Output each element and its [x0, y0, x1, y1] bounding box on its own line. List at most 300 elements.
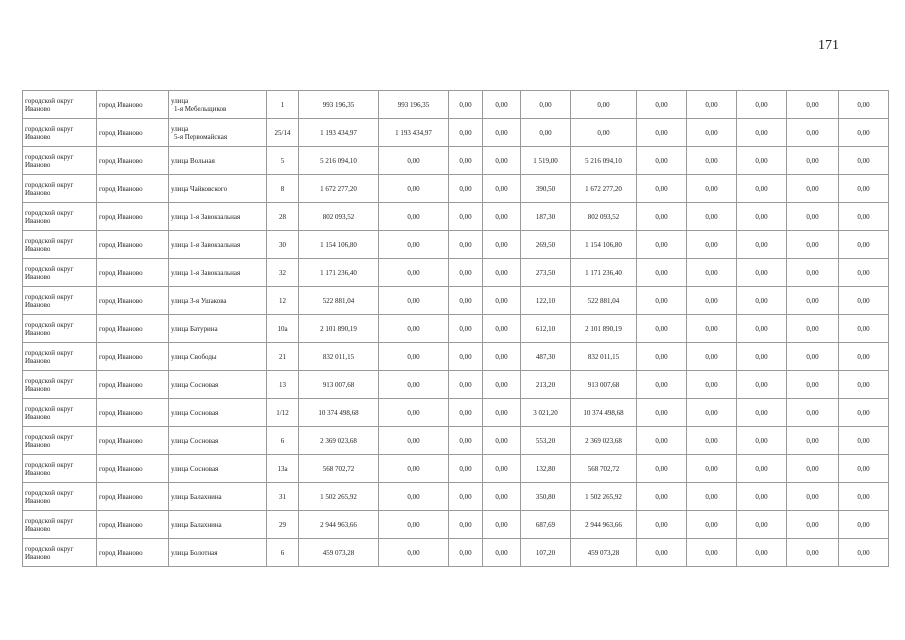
cell-city: город Иваново [97, 259, 169, 287]
cell-amount-3: 0,00 [449, 539, 483, 567]
district-line: городской округ [25, 376, 74, 385]
cell-amount-5: 0,00 [521, 91, 571, 119]
cell-street [169, 91, 267, 119]
street-line: улица Балахнина [171, 520, 222, 529]
cell-district [23, 119, 97, 147]
cell-amount-6: 1 502 265,92 [571, 483, 637, 511]
cell-house-number: 1/12 [267, 399, 299, 427]
cell-amount-6: 0,00 [571, 119, 637, 147]
street-line: улица [171, 124, 189, 133]
cell-amount-10: 0,00 [787, 427, 839, 455]
street-line: улица Болотная [171, 548, 218, 557]
cell-amount-2: 993 196,35 [379, 91, 449, 119]
cell-amount-6: 832 011,15 [571, 343, 637, 371]
cell-amount-6: 10 374 498,68 [571, 399, 637, 427]
cell-district [23, 175, 97, 203]
district-line: Иваново [25, 440, 51, 449]
cell-amount-3: 0,00 [449, 511, 483, 539]
cell-house-number: 10а [267, 315, 299, 343]
table-row [23, 315, 889, 343]
cell-amount-11: 0,00 [839, 343, 889, 371]
cell-amount-7: 0,00 [637, 539, 687, 567]
cell-amount-2: 0,00 [379, 399, 449, 427]
cell-district [23, 231, 97, 259]
cell-street [169, 287, 267, 315]
cell-amount-6: 568 702,72 [571, 455, 637, 483]
district-line: Иваново [25, 244, 51, 253]
cell-amount-2: 0,00 [379, 343, 449, 371]
cell-amount-5: 132,80 [521, 455, 571, 483]
cell-amount-7: 0,00 [637, 427, 687, 455]
cell-city: город Иваново [97, 371, 169, 399]
cell-amount-11: 0,00 [839, 399, 889, 427]
cell-amount-9: 0,00 [737, 343, 787, 371]
cell-amount-5: 269,50 [521, 231, 571, 259]
cell-amount-6: 913 007,68 [571, 371, 637, 399]
cell-district [23, 203, 97, 231]
cell-amount-4: 0,00 [483, 511, 521, 539]
cell-amount-10: 0,00 [787, 231, 839, 259]
cell-amount-9: 0,00 [737, 539, 787, 567]
cell-amount-11: 0,00 [839, 119, 889, 147]
cell-amount-10: 0,00 [787, 119, 839, 147]
cell-amount-9: 0,00 [737, 91, 787, 119]
cell-city: город Иваново [97, 91, 169, 119]
cell-street [169, 315, 267, 343]
cell-amount-7: 0,00 [637, 203, 687, 231]
cell-amount-1: 568 702,72 [299, 455, 379, 483]
district-line: городской округ [25, 124, 74, 133]
cell-amount-11: 0,00 [839, 539, 889, 567]
cell-amount-7: 0,00 [637, 287, 687, 315]
cell-amount-1: 913 007,68 [299, 371, 379, 399]
street-line: улица Вольная [171, 156, 215, 165]
cell-amount-7: 0,00 [637, 483, 687, 511]
table-row [23, 91, 889, 119]
table-row [23, 483, 889, 511]
cell-house-number: 6 [267, 539, 299, 567]
cell-amount-11: 0,00 [839, 427, 889, 455]
cell-amount-4: 0,00 [483, 287, 521, 315]
cell-amount-10: 0,00 [787, 175, 839, 203]
cell-district [23, 259, 97, 287]
table-row [23, 147, 889, 175]
cell-amount-2: 0,00 [379, 287, 449, 315]
cell-amount-1: 10 374 498,68 [299, 399, 379, 427]
cell-amount-2: 0,00 [379, 259, 449, 287]
cell-amount-2: 0,00 [379, 371, 449, 399]
cell-amount-10: 0,00 [787, 259, 839, 287]
cell-amount-5: 187,30 [521, 203, 571, 231]
cell-street [169, 259, 267, 287]
district-line: городской округ [25, 488, 74, 497]
cell-amount-6: 522 881,04 [571, 287, 637, 315]
cell-amount-5: 1 519,00 [521, 147, 571, 175]
page-number: 171 [818, 38, 839, 53]
district-line: Иваново [25, 328, 51, 337]
cell-city: город Иваново [97, 119, 169, 147]
cell-district [23, 455, 97, 483]
cell-amount-2: 0,00 [379, 539, 449, 567]
cell-city: город Иваново [97, 315, 169, 343]
cell-street [169, 539, 267, 567]
cell-amount-8: 0,00 [687, 231, 737, 259]
cell-amount-3: 0,00 [449, 427, 483, 455]
cell-amount-4: 0,00 [483, 483, 521, 511]
cell-amount-1: 522 881,04 [299, 287, 379, 315]
cell-street [169, 399, 267, 427]
cell-amount-5: 350,80 [521, 483, 571, 511]
cell-amount-7: 0,00 [637, 455, 687, 483]
cell-amount-11: 0,00 [839, 203, 889, 231]
district-line: городской округ [25, 208, 74, 217]
cell-city: город Иваново [97, 483, 169, 511]
cell-amount-2: 0,00 [379, 147, 449, 175]
cell-amount-2: 0,00 [379, 455, 449, 483]
cell-amount-1: 832 011,15 [299, 343, 379, 371]
cell-amount-8: 0,00 [687, 287, 737, 315]
cell-amount-5: 687,69 [521, 511, 571, 539]
table-body [23, 91, 889, 567]
street-line: улица 3-я Ушакова [171, 296, 227, 305]
cell-amount-10: 0,00 [787, 343, 839, 371]
cell-amount-5: 0,00 [521, 119, 571, 147]
district-line: городской округ [25, 180, 74, 189]
street-line: улица Сосновая [171, 408, 219, 417]
district-line: Иваново [25, 104, 51, 113]
street-line: улица Батурина [171, 324, 218, 333]
cell-district [23, 483, 97, 511]
district-line: Иваново [25, 496, 51, 505]
cell-street [169, 231, 267, 259]
cell-amount-4: 0,00 [483, 399, 521, 427]
cell-amount-9: 0,00 [737, 231, 787, 259]
cell-amount-11: 0,00 [839, 315, 889, 343]
table-row [23, 287, 889, 315]
cell-amount-3: 0,00 [449, 175, 483, 203]
cell-amount-9: 0,00 [737, 259, 787, 287]
cell-city: город Иваново [97, 231, 169, 259]
street-line: улица [171, 96, 189, 105]
cell-city: город Иваново [97, 399, 169, 427]
cell-street [169, 343, 267, 371]
cell-amount-9: 0,00 [737, 427, 787, 455]
cell-amount-1: 1 193 434,97 [299, 119, 379, 147]
cell-amount-2: 0,00 [379, 175, 449, 203]
district-line: Иваново [25, 384, 51, 393]
cell-house-number: 13 [267, 371, 299, 399]
cell-amount-6: 802 093,52 [571, 203, 637, 231]
cell-street [169, 147, 267, 175]
cell-amount-6: 1 672 277,20 [571, 175, 637, 203]
cell-amount-4: 0,00 [483, 231, 521, 259]
cell-amount-6: 2 944 963,66 [571, 511, 637, 539]
cell-amount-3: 0,00 [449, 287, 483, 315]
cell-amount-7: 0,00 [637, 315, 687, 343]
district-line: Иваново [25, 300, 51, 309]
cell-amount-9: 0,00 [737, 455, 787, 483]
cell-amount-11: 0,00 [839, 91, 889, 119]
cell-district [23, 343, 97, 371]
cell-amount-7: 0,00 [637, 91, 687, 119]
table-row [23, 203, 889, 231]
table-row [23, 371, 889, 399]
cell-amount-2: 0,00 [379, 427, 449, 455]
cell-amount-4: 0,00 [483, 119, 521, 147]
cell-street [169, 483, 267, 511]
cell-amount-11: 0,00 [839, 147, 889, 175]
district-line: Иваново [25, 132, 51, 141]
cell-amount-3: 0,00 [449, 455, 483, 483]
table-row [23, 231, 889, 259]
cell-amount-6: 1 171 236,40 [571, 259, 637, 287]
cell-amount-7: 0,00 [637, 343, 687, 371]
cell-amount-1: 1 502 265,92 [299, 483, 379, 511]
cell-amount-6: 2 369 023,68 [571, 427, 637, 455]
cell-house-number: 29 [267, 511, 299, 539]
cell-amount-10: 0,00 [787, 203, 839, 231]
cell-amount-4: 0,00 [483, 175, 521, 203]
cell-amount-8: 0,00 [687, 427, 737, 455]
cell-amount-11: 0,00 [839, 231, 889, 259]
cell-amount-6: 5 216 094,10 [571, 147, 637, 175]
cell-amount-1: 2 101 890,19 [299, 315, 379, 343]
cell-amount-3: 0,00 [449, 91, 483, 119]
cell-amount-10: 0,00 [787, 287, 839, 315]
cell-amount-7: 0,00 [637, 147, 687, 175]
district-line: городской округ [25, 264, 74, 273]
cell-amount-11: 0,00 [839, 455, 889, 483]
cell-district [23, 91, 97, 119]
cell-amount-4: 0,00 [483, 455, 521, 483]
cell-city: город Иваново [97, 455, 169, 483]
cell-amount-1: 802 093,52 [299, 203, 379, 231]
cell-amount-9: 0,00 [737, 175, 787, 203]
cell-amount-7: 0,00 [637, 231, 687, 259]
district-line: Иваново [25, 524, 51, 533]
cell-amount-1: 1 154 106,80 [299, 231, 379, 259]
cell-amount-8: 0,00 [687, 147, 737, 175]
cell-house-number: 30 [267, 231, 299, 259]
cell-amount-9: 0,00 [737, 203, 787, 231]
cell-amount-10: 0,00 [787, 483, 839, 511]
cell-amount-8: 0,00 [687, 483, 737, 511]
table-row [23, 119, 889, 147]
table-row [23, 343, 889, 371]
cell-amount-11: 0,00 [839, 371, 889, 399]
cell-amount-4: 0,00 [483, 539, 521, 567]
cell-street [169, 371, 267, 399]
cell-amount-1: 5 216 094,10 [299, 147, 379, 175]
cell-amount-8: 0,00 [687, 119, 737, 147]
cell-amount-3: 0,00 [449, 147, 483, 175]
district-line: городской округ [25, 460, 74, 469]
registry-table [22, 90, 889, 567]
cell-house-number: 25/14 [267, 119, 299, 147]
cell-amount-8: 0,00 [687, 455, 737, 483]
cell-amount-7: 0,00 [637, 175, 687, 203]
cell-amount-7: 0,00 [637, 119, 687, 147]
cell-amount-9: 0,00 [737, 483, 787, 511]
cell-amount-10: 0,00 [787, 539, 839, 567]
street-line: улица 1-я Завокзальная [171, 268, 241, 277]
cell-amount-4: 0,00 [483, 147, 521, 175]
street-line: улица 1-я Завокзальная [171, 212, 241, 221]
cell-amount-8: 0,00 [687, 539, 737, 567]
cell-amount-9: 0,00 [737, 315, 787, 343]
district-line: Иваново [25, 188, 51, 197]
cell-amount-6: 2 101 890,19 [571, 315, 637, 343]
cell-street [169, 455, 267, 483]
cell-amount-5: 612,10 [521, 315, 571, 343]
district-line: Иваново [25, 552, 51, 561]
cell-amount-5: 3 021,20 [521, 399, 571, 427]
cell-amount-3: 0,00 [449, 119, 483, 147]
district-line: городской округ [25, 236, 74, 245]
cell-house-number: 13а [267, 455, 299, 483]
cell-amount-6: 0,00 [571, 91, 637, 119]
cell-amount-11: 0,00 [839, 259, 889, 287]
district-line: городской округ [25, 404, 74, 413]
cell-amount-2: 0,00 [379, 511, 449, 539]
cell-city: город Иваново [97, 175, 169, 203]
cell-amount-3: 0,00 [449, 315, 483, 343]
table-row [23, 511, 889, 539]
district-line: Иваново [25, 160, 51, 169]
cell-amount-4: 0,00 [483, 203, 521, 231]
table-row [23, 259, 889, 287]
cell-amount-8: 0,00 [687, 91, 737, 119]
cell-amount-3: 0,00 [449, 231, 483, 259]
cell-amount-9: 0,00 [737, 511, 787, 539]
cell-amount-3: 0,00 [449, 399, 483, 427]
cell-amount-9: 0,00 [737, 399, 787, 427]
cell-amount-2: 0,00 [379, 315, 449, 343]
cell-amount-8: 0,00 [687, 259, 737, 287]
cell-city: город Иваново [97, 147, 169, 175]
cell-city: город Иваново [97, 427, 169, 455]
cell-house-number: 6 [267, 427, 299, 455]
cell-amount-8: 0,00 [687, 371, 737, 399]
cell-amount-2: 1 193 434,97 [379, 119, 449, 147]
district-line: Иваново [25, 356, 51, 365]
cell-city: город Иваново [97, 343, 169, 371]
cell-street [169, 427, 267, 455]
cell-street [169, 119, 267, 147]
cell-district [23, 399, 97, 427]
cell-district [23, 147, 97, 175]
cell-amount-1: 2 369 023,68 [299, 427, 379, 455]
cell-house-number: 21 [267, 343, 299, 371]
cell-amount-10: 0,00 [787, 147, 839, 175]
district-line: городской округ [25, 152, 74, 161]
cell-amount-8: 0,00 [687, 343, 737, 371]
cell-amount-1: 1 672 277,20 [299, 175, 379, 203]
district-line: городской округ [25, 544, 74, 553]
cell-amount-4: 0,00 [483, 315, 521, 343]
cell-district [23, 287, 97, 315]
cell-amount-5: 273,50 [521, 259, 571, 287]
table-row [23, 455, 889, 483]
cell-amount-11: 0,00 [839, 175, 889, 203]
district-line: Иваново [25, 468, 51, 477]
cell-amount-2: 0,00 [379, 203, 449, 231]
district-line: городской округ [25, 348, 74, 357]
cell-amount-4: 0,00 [483, 371, 521, 399]
cell-amount-3: 0,00 [449, 203, 483, 231]
cell-amount-9: 0,00 [737, 287, 787, 315]
cell-amount-10: 0,00 [787, 315, 839, 343]
cell-house-number: 8 [267, 175, 299, 203]
cell-amount-4: 0,00 [483, 427, 521, 455]
cell-district [23, 315, 97, 343]
cell-amount-1: 459 073,28 [299, 539, 379, 567]
cell-amount-3: 0,00 [449, 343, 483, 371]
cell-amount-8: 0,00 [687, 203, 737, 231]
street-line: улица Свободы [171, 352, 217, 361]
street-line: 1-я Мебельщиков [174, 104, 227, 113]
cell-amount-8: 0,00 [687, 511, 737, 539]
district-line: городской округ [25, 292, 74, 301]
cell-district [23, 427, 97, 455]
cell-amount-5: 553,20 [521, 427, 571, 455]
cell-amount-7: 0,00 [637, 371, 687, 399]
cell-house-number: 5 [267, 147, 299, 175]
cell-house-number: 28 [267, 203, 299, 231]
cell-district [23, 539, 97, 567]
cell-amount-7: 0,00 [637, 511, 687, 539]
cell-amount-6: 1 154 106,80 [571, 231, 637, 259]
street-line: улица Сосновая [171, 436, 219, 445]
cell-amount-1: 993 196,35 [299, 91, 379, 119]
cell-house-number: 32 [267, 259, 299, 287]
street-line: улица 1-я Завокзальная [171, 240, 241, 249]
cell-amount-5: 107,20 [521, 539, 571, 567]
cell-street [169, 511, 267, 539]
cell-amount-3: 0,00 [449, 483, 483, 511]
cell-amount-7: 0,00 [637, 399, 687, 427]
table-row [23, 399, 889, 427]
cell-amount-3: 0,00 [449, 259, 483, 287]
cell-amount-3: 0,00 [449, 371, 483, 399]
street-line: 5-я Первомайская [174, 132, 228, 141]
street-line: улица Балахнина [171, 492, 222, 501]
cell-amount-6: 459 073,28 [571, 539, 637, 567]
street-line: улица Сосновая [171, 380, 219, 389]
district-line: Иваново [25, 216, 51, 225]
cell-amount-2: 0,00 [379, 483, 449, 511]
street-line: улица Чайковского [171, 184, 228, 193]
cell-city: город Иваново [97, 511, 169, 539]
cell-amount-4: 0,00 [483, 259, 521, 287]
cell-amount-5: 487,30 [521, 343, 571, 371]
cell-amount-10: 0,00 [787, 511, 839, 539]
cell-amount-10: 0,00 [787, 91, 839, 119]
cell-amount-10: 0,00 [787, 455, 839, 483]
cell-amount-10: 0,00 [787, 371, 839, 399]
table-row [23, 539, 889, 567]
cell-amount-7: 0,00 [637, 259, 687, 287]
cell-amount-5: 390,50 [521, 175, 571, 203]
table-row [23, 427, 889, 455]
cell-amount-1: 2 944 963,66 [299, 511, 379, 539]
district-line: городской округ [25, 432, 74, 441]
cell-amount-1: 1 171 236,40 [299, 259, 379, 287]
cell-amount-9: 0,00 [737, 371, 787, 399]
cell-amount-11: 0,00 [839, 511, 889, 539]
cell-house-number: 12 [267, 287, 299, 315]
cell-street [169, 175, 267, 203]
